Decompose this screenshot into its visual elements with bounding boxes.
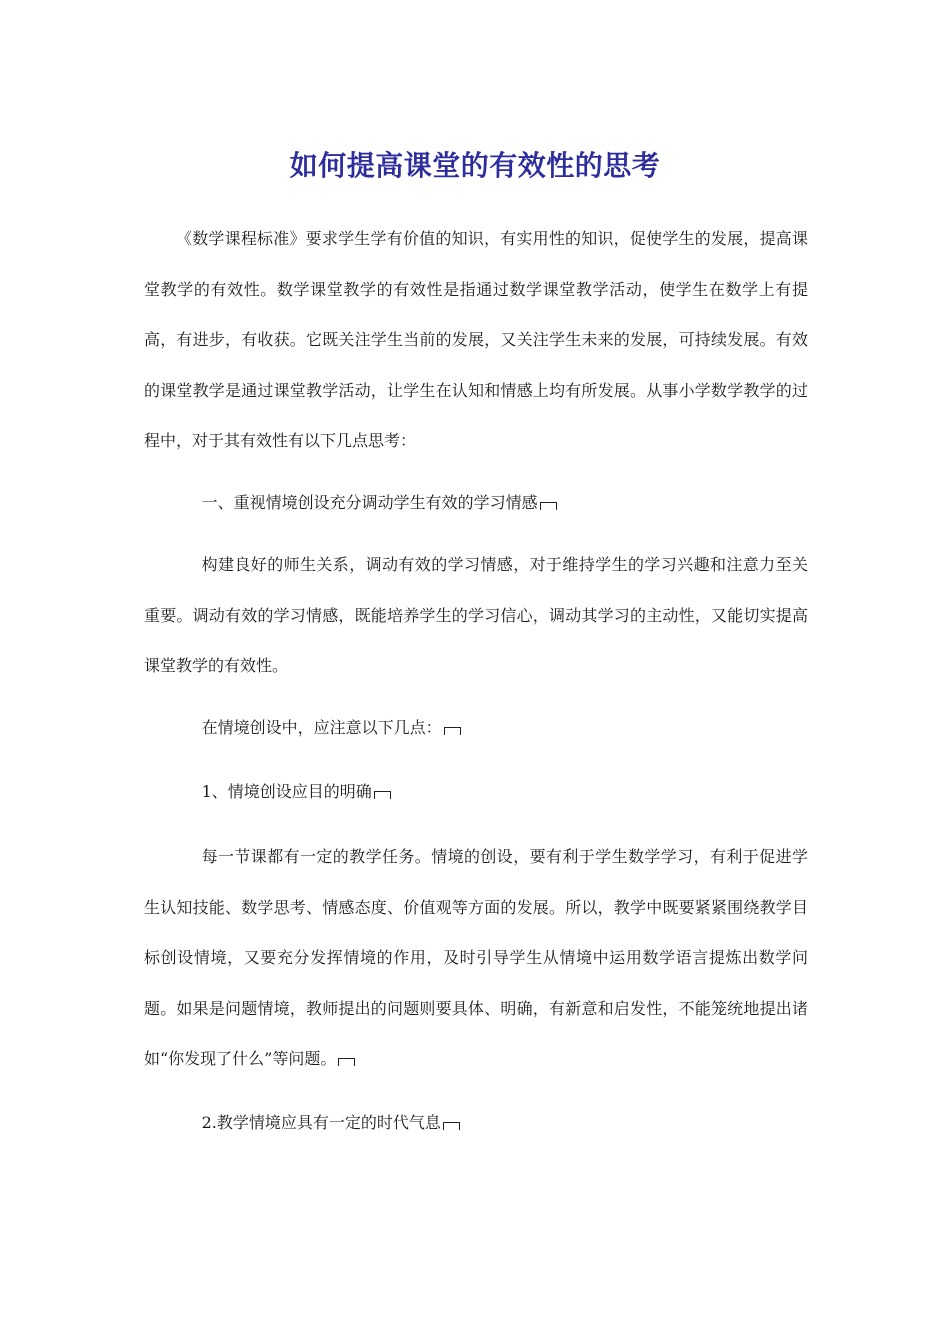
section-heading-block [144,478,808,529]
section-paragraph: 构建良好的师生关系，调动有效的学习情感，对于维持学生的学习兴趣和注意力至关重要。调动有效的学习情感，既能培养学生的学习信心，调动其学习的主动性，又能切实提高课堂教学的有效性。 [144,555,808,675]
section-heading-text: 一、重视情境创设充分调动学生有效的学习情感 [201,493,538,512]
document-body [144,214,808,467]
section-paragraph-block [144,540,808,692]
point1-heading-text: 1、情境创设应目的明确 [201,782,372,801]
intro-paragraph: 《数学课程标准》要求学生学有价值的知识，有实用性的知识，促使学生的发展，提高课堂教学的有效性。数学课堂教学的有效性是指通过数学课堂教学活动，使学生在数学上有提高，有进步，有收获。它既关注学生当前的发展，又关注学生未来的发展，可持续发展。有效的课堂教学是通过课堂教学活动，让学生在认知和情感上均有所发展。从事小学数学教学的过程中，对于其有效性有以下几点思考： [144,229,808,450]
point2-heading [144,1098,808,1149]
section-heading [144,478,808,529]
paragraph-mark-icon [444,727,461,735]
point1-paragraph [144,832,808,1085]
paragraph-mark-icon [540,502,557,510]
notes-intro-block [144,703,808,754]
point1-heading [144,767,808,818]
point1-paragraph-block [144,832,808,1085]
paragraph-mark-icon [374,791,391,799]
point1-heading-block [144,767,808,818]
point2-heading-text: 2.教学情境应具有一定的时代气息 [201,1113,441,1132]
paragraph-mark-icon [443,1122,460,1130]
point1-paragraph-text: 每一节课都有一定的教学任务。情境的创设，要有利于学生数学学习，有利于促进学生认知技能、数学思考、情感态度、价值观等方面的发展。所以，教学中既要紧紧围绕教学目标创设情境，又要充分发挥情境的作用，及时引导学生从情境中运用数学语言提炼出数学问题。如果是问题情境，教师提出的问题则要具体、明确，有新意和启发性，不能笼统地提出诸如“你发现了什么”等问题。 [144,847,808,1068]
point2-heading-block [144,1098,808,1149]
document-title: 如何提高课堂的有效性的思考 [289,149,661,182]
paragraph-mark-icon [338,1058,355,1066]
notes-intro [144,703,808,754]
notes-intro-text: 在情境创设中，应注意以下几点： [201,718,442,737]
